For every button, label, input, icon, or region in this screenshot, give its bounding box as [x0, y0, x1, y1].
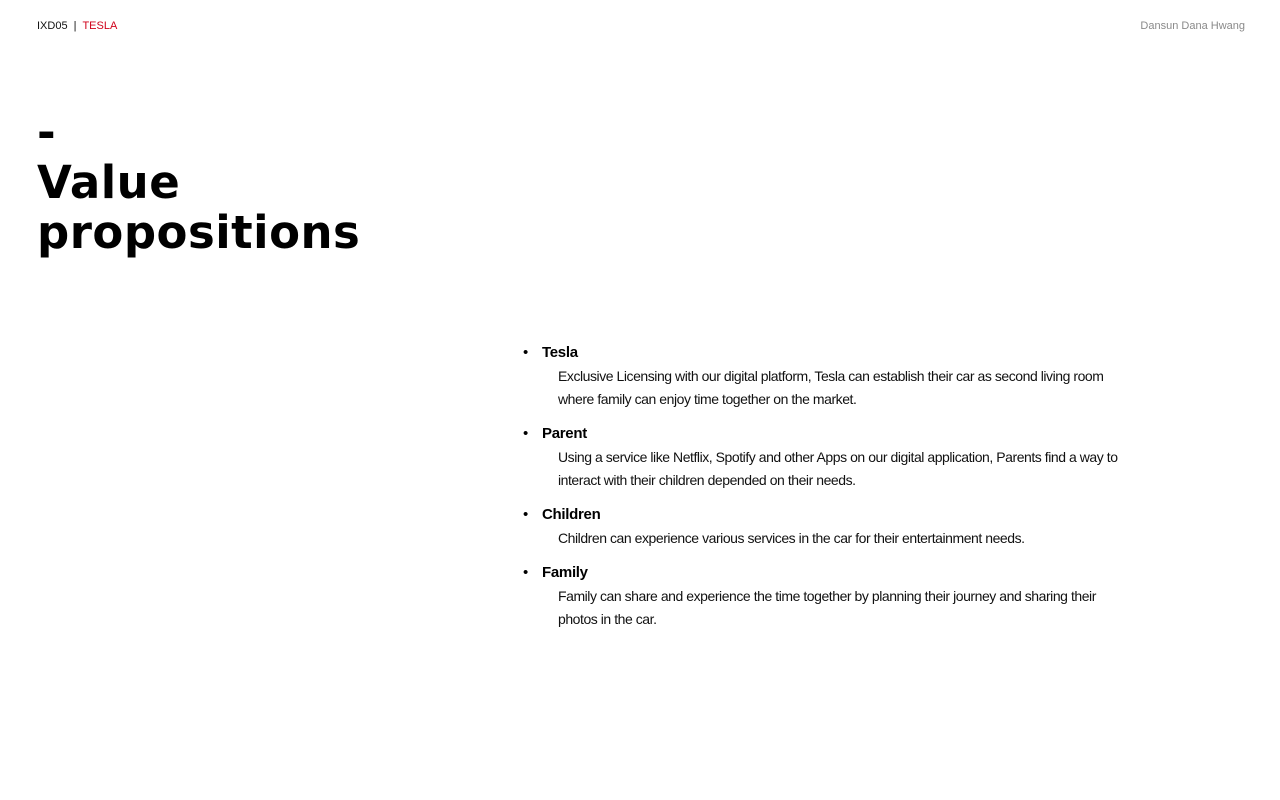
page-title	[37, 108, 360, 258]
bullet-icon: •	[523, 344, 529, 361]
breadcrumb	[37, 19, 117, 33]
author-name: Dansun Dana Hwang	[1140, 20, 1245, 32]
item-title: Tesla	[542, 344, 578, 361]
title-line-2: propositions	[37, 206, 361, 259]
list-item	[520, 422, 1120, 492]
item-title: Children	[542, 506, 601, 523]
item-description: Children can experience various services in the car for their entertainment needs.	[558, 530, 1025, 546]
bullet-icon: •	[523, 506, 529, 523]
bullet-icon: •	[523, 425, 529, 442]
list-item	[520, 503, 1120, 550]
breadcrumb-separator: |	[73, 20, 77, 32]
list-item	[520, 341, 1120, 411]
course-code: IXD05	[37, 20, 68, 32]
bullet-icon: •	[523, 564, 529, 581]
title-dash: -	[37, 106, 57, 159]
list-item	[520, 561, 1120, 631]
project-name: TESLA	[82, 20, 118, 32]
value-proposition-list	[520, 341, 1120, 642]
item-description: Using a service like Netflix, Spotify and other Apps on our digital application, Parents find a way to interact with their children depended on their needs.	[558, 449, 1118, 488]
item-description: Exclusive Licensing with our digital platform, Tesla can establish their car as second living room where family can enjoy time together on the market.	[558, 368, 1104, 407]
item-title: Parent	[542, 425, 587, 442]
item-description: Family can share and experience the time together by planning their journey and sharing their photos in the car.	[558, 588, 1096, 627]
title-line-1: Value	[37, 156, 181, 209]
item-title: Family	[542, 564, 588, 581]
